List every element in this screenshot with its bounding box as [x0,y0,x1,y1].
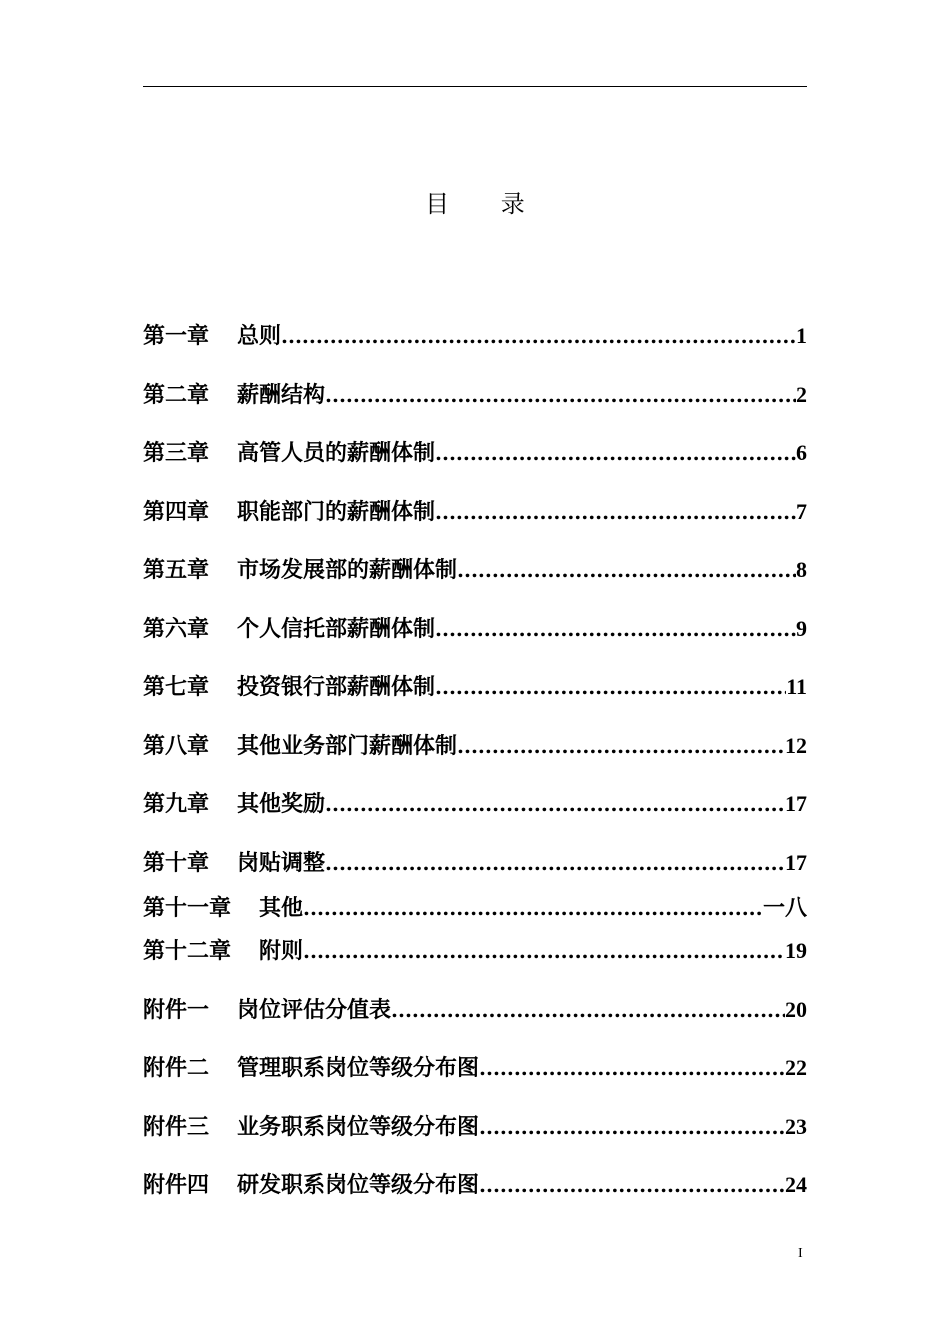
toc-entry[interactable] [143,554,807,586]
toc-entry[interactable] [143,379,807,411]
toc-page-number: 9 [796,616,807,641]
toc-leader-dots [479,1052,785,1084]
toc-leader-dots [479,1111,785,1143]
toc-page-number: 20 [785,997,807,1022]
toc-page-number: 19 [785,938,807,963]
toc-leader-dots [281,320,796,352]
toc-leader-dots [435,613,796,645]
toc-chapter-label: 第九章 [143,791,210,817]
toc-chapter-label: 第六章 [143,616,210,642]
toc-leader-dots [435,437,796,469]
toc-page-number: 2 [796,382,807,407]
toc-heading: 薪酬结构 [237,382,326,408]
toc-heading: 岗贴调整 [237,850,326,876]
toc-entry[interactable] [143,613,807,645]
toc-page-number: 12 [785,733,807,758]
toc-entry[interactable] [143,847,807,879]
toc-title: 目 录 [425,190,547,218]
toc-chapter-label: 附件一 [143,997,210,1023]
toc-heading: 总则 [237,323,282,349]
toc-heading: 管理职系岗位等级分布图 [237,1055,480,1081]
toc-leader-dots [457,730,785,762]
toc-page-number: 24 [785,1172,807,1197]
toc-heading: 职能部门的薪酬体制 [237,499,436,525]
toc-entry[interactable] [143,496,807,528]
toc-chapter-label: 第四章 [143,499,210,525]
toc-chapter-label: 第一章 [143,323,210,349]
toc-chapter-label: 附件四 [143,1172,210,1198]
toc-entry[interactable] [143,892,807,924]
toc-entry[interactable] [143,1111,807,1143]
toc-leader-dots [325,379,796,411]
toc-page-number: 1 [796,323,807,348]
header-rule [143,86,807,87]
toc-leader-dots [303,935,785,967]
toc-heading: 其他奖励 [237,791,326,817]
toc-heading: 个人信托部薪酬体制 [237,616,436,642]
toc-heading: 其他业务部门薪酬体制 [237,733,458,759]
toc-page-number: 22 [785,1055,807,1080]
toc-page-number: 8 [796,557,807,582]
toc-chapter-label: 第二章 [143,382,210,408]
toc-chapter-label: 附件二 [143,1055,210,1081]
toc-heading: 投资银行部薪酬体制 [237,674,436,700]
toc-heading: 业务职系岗位等级分布图 [237,1114,480,1140]
toc-page-number: 6 [796,440,807,465]
toc-heading: 其他 [259,895,304,921]
toc-entry[interactable] [143,730,807,762]
toc-entry[interactable] [143,935,807,967]
toc-heading: 研发职系岗位等级分布图 [237,1172,480,1198]
toc-entry[interactable] [143,437,807,469]
toc-entry[interactable] [143,320,807,352]
toc-leader-dots [479,1169,785,1201]
toc-leader-dots [325,847,785,879]
toc-leader-dots [435,671,786,703]
page-number: I [798,1246,803,1261]
toc-heading: 附则 [259,938,304,964]
toc-page-number: 7 [796,499,807,524]
toc-heading: 高管人员的薪酬体制 [237,440,436,466]
toc-entry[interactable] [143,1169,807,1201]
toc-chapter-label: 第五章 [143,557,210,583]
toc-entry[interactable] [143,788,807,820]
toc-leader-dots [391,994,785,1026]
toc-chapter-label: 附件三 [143,1114,210,1140]
toc-page-number: 17 [785,850,807,875]
toc-chapter-label: 第十章 [143,850,210,876]
toc-page-number: 11 [786,674,807,699]
toc-page-number: 一八 [762,895,807,920]
toc-page-number: 17 [785,791,807,816]
toc-chapter-label: 第三章 [143,440,210,466]
toc-chapter-label: 第七章 [143,674,210,700]
toc-leader-dots [435,496,796,528]
toc-entry[interactable] [143,1052,807,1084]
toc-entry[interactable] [143,671,807,703]
toc-page-number: 23 [785,1114,807,1139]
toc-leader-dots [303,892,763,924]
toc-chapter-label: 第十二章 [143,938,232,964]
toc-leader-dots [325,788,785,820]
toc-leader-dots [457,554,796,586]
toc-chapter-label: 第十一章 [143,895,232,921]
toc-heading: 岗位评估分值表 [237,997,392,1023]
toc-entry[interactable] [143,994,807,1026]
toc-chapter-label: 第八章 [143,733,210,759]
toc-heading: 市场发展部的薪酬体制 [237,557,458,583]
